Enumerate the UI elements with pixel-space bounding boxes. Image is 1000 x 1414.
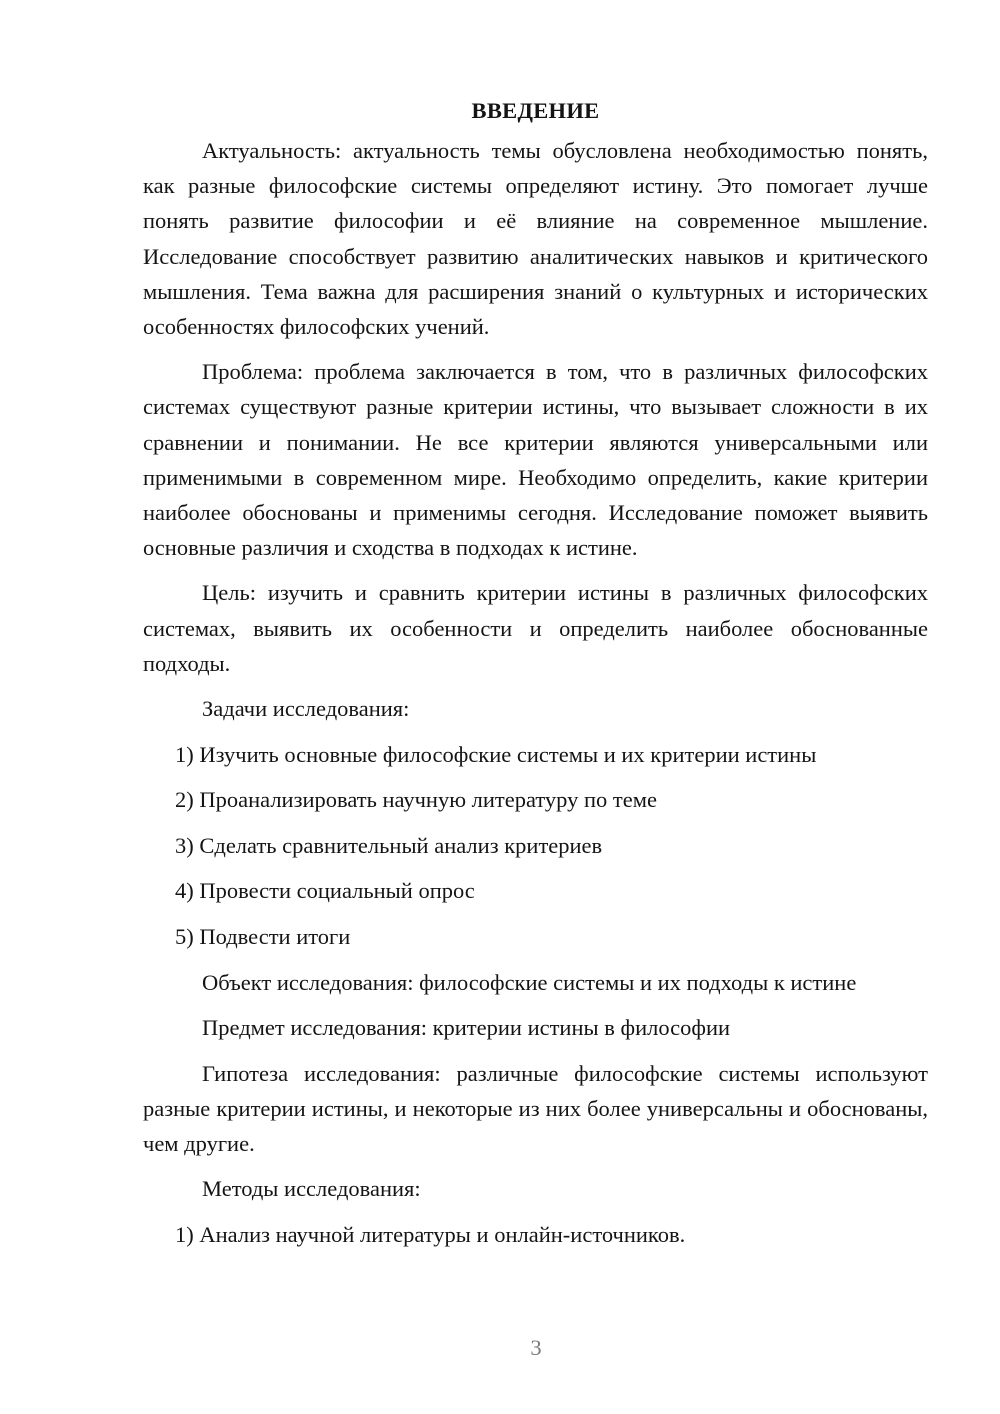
methods-title: Методы исследования: <box>202 1176 421 1202</box>
hypothesis-paragraph: Гипотеза исследования: различные философские системы используют разные критерии истины, и некоторые из них более универсальны и обоснованы, чем другие. <box>143 1060 928 1157</box>
research-subject: Предмет исследования: критерии истины в философии <box>202 1015 731 1041</box>
task-item-1: 1) Изучить основные философские системы и их критерии истины <box>175 741 817 767</box>
page-content <box>143 93 928 1263</box>
section-heading: ВВЕДЕНИЕ <box>471 98 600 123</box>
task-item-3: 3) Сделать сравнительный анализ критериев <box>175 832 603 858</box>
method-item-1: 1) Анализ научной литературы и онлайн-источников. <box>175 1222 686 1247</box>
relevance-paragraph: Актуальность: актуальность темы обусловлена необходимостью понять, как разные философские системы определяют истину. Это помогает лучше понять развитие философии и её влияние на современное мышление. Исследование способствует развитию аналитических навыков и критического мышления. Тема важна для расширения знаний о культурных и исторических особенностях философских учений. <box>143 138 928 340</box>
task-item-4: 4) Провести социальный опрос <box>175 878 475 904</box>
goal-paragraph: Цель: изучить и сравнить критерии истины в различных философских системах, выявить их особенности и определить наиболее обоснованные подходы. <box>143 580 928 676</box>
research-object: Объект исследования: философские системы и их подходы к истине <box>202 969 857 995</box>
tasks-title: Задачи исследования: <box>202 696 410 722</box>
page-number: 3 <box>530 1335 542 1360</box>
task-item-2: 2) Проанализировать научную литературу по теме <box>175 787 657 813</box>
problem-paragraph: Проблема: проблема заключается в том, что в различных философских системах существуют разные критерии истины, что вызывает сложности в их сравнении и понимании. Не все критерии являются универсальными или применимыми в современном мире. Необходимо определить, какие критерии наиболее обоснованы и применимы сегодня. Исследование поможет выявить основные различия и сходства в подходах к истине. <box>143 359 928 561</box>
task-item-5: 5) Подвести итоги <box>175 924 351 950</box>
